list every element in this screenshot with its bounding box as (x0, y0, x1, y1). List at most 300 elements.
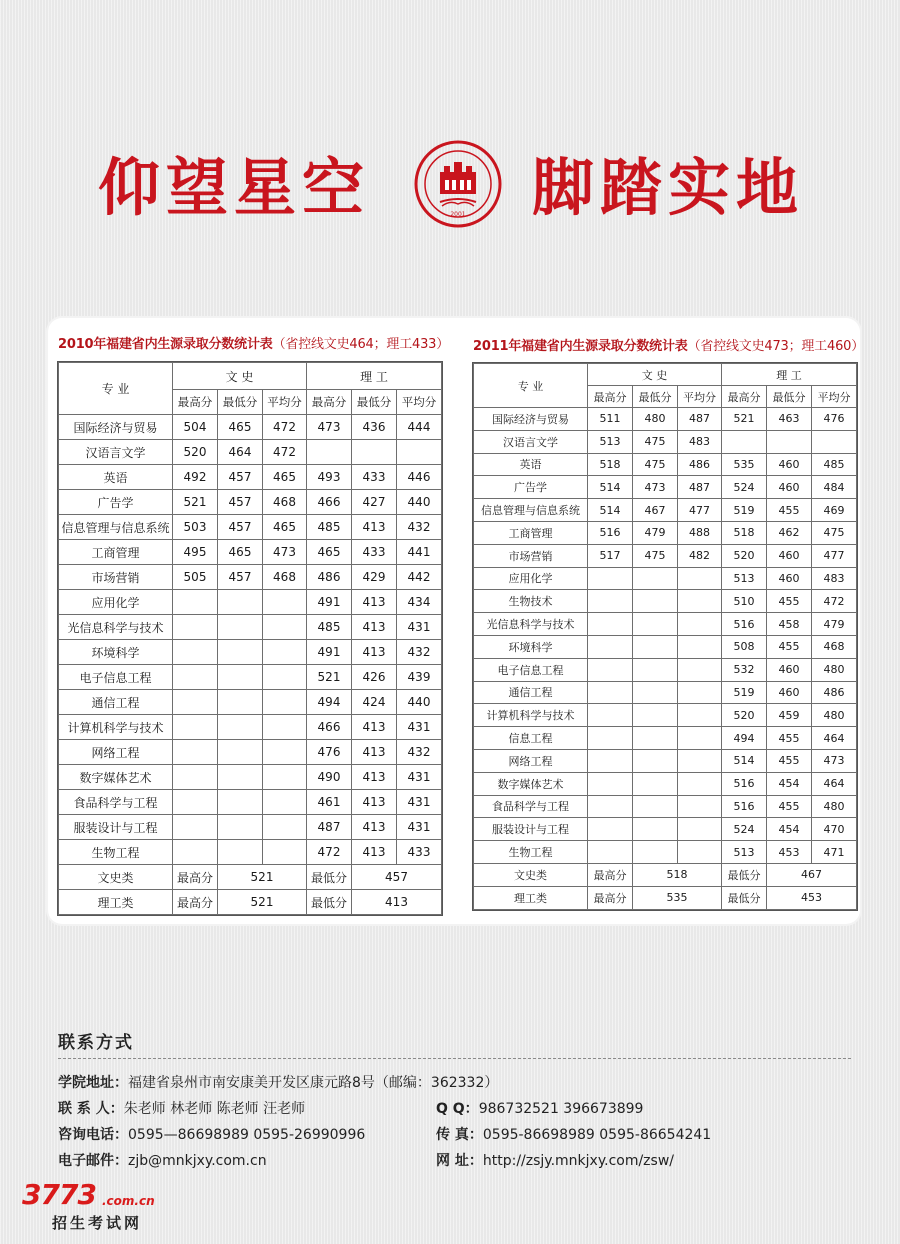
score-cell: 462 (767, 521, 812, 544)
score-cell: 473 (263, 540, 307, 565)
fax-row (436, 1124, 711, 1144)
score-cell: 432 (397, 515, 442, 540)
score-cell (633, 749, 678, 772)
score-cell (678, 841, 722, 864)
summary-row (474, 863, 857, 886)
major-name-cell: 生物技术 (474, 590, 588, 613)
score-cell (263, 640, 307, 665)
table-row (474, 544, 857, 567)
major-name-cell: 环境科学 (474, 635, 588, 658)
score-cell: 514 (722, 749, 767, 772)
score-cell (678, 818, 722, 841)
major-name-cell: 网络工程 (474, 749, 588, 772)
col-max: 最高分 (722, 386, 767, 408)
phone-label: 咨询电话： (58, 1127, 128, 1143)
summary-cell: 413 (352, 890, 442, 915)
score-cell: 468 (263, 565, 307, 590)
score-cell: 475 (812, 521, 857, 544)
col-avg: 平均分 (263, 390, 307, 415)
score-cell (397, 440, 442, 465)
score-cell: 504 (173, 415, 218, 440)
watermark-domain: .com.cn (102, 1194, 155, 1208)
major-name-cell: 食品科学与工程 (59, 790, 173, 815)
score-cell: 473 (633, 476, 678, 499)
score-cell: 457 (218, 565, 263, 590)
major-name-cell: 光信息科学与技术 (59, 615, 173, 640)
college-emblem-icon (414, 140, 502, 228)
score-cell (588, 567, 633, 590)
score-cell: 413 (352, 790, 397, 815)
score-cell (218, 690, 263, 715)
score-cell: 457 (218, 490, 263, 515)
major-name-cell: 数字媒体艺术 (474, 772, 588, 795)
major-name-cell: 广告学 (474, 476, 588, 499)
email-link[interactable]: zjb@mnkjxy.com.cn (128, 1153, 267, 1169)
score-table-2011 (473, 363, 857, 910)
summary-cell: 最低分 (307, 890, 352, 915)
score-cell: 487 (678, 408, 722, 431)
score-cell: 511 (588, 408, 633, 431)
score-cell (263, 790, 307, 815)
score-cell: 476 (812, 408, 857, 431)
score-cell (263, 840, 307, 865)
score-cell: 472 (263, 415, 307, 440)
score-cell: 468 (263, 490, 307, 515)
table-row (474, 590, 857, 613)
col-major: 专 业 (59, 363, 173, 415)
email-row (58, 1150, 267, 1170)
score-cell: 433 (352, 540, 397, 565)
score-cell: 444 (397, 415, 442, 440)
score-cell: 464 (812, 727, 857, 750)
score-cell: 440 (397, 490, 442, 515)
major-name-cell: 通信工程 (59, 690, 173, 715)
table-row (474, 430, 857, 453)
score-cell (588, 749, 633, 772)
score-cell (633, 841, 678, 864)
score-cell: 472 (812, 590, 857, 613)
score-cell: 516 (588, 521, 633, 544)
score-cell: 436 (352, 415, 397, 440)
score-cell (588, 772, 633, 795)
score-cell (263, 690, 307, 715)
score-cell (678, 681, 722, 704)
table-row (474, 727, 857, 750)
table-row (474, 408, 857, 431)
score-cell: 486 (812, 681, 857, 704)
score-cell: 516 (722, 772, 767, 795)
score-cell: 413 (352, 640, 397, 665)
people-value: 朱老师 林老师 陈老师 汪老师 (123, 1101, 306, 1117)
table-row (59, 715, 442, 740)
major-name-cell: 服装设计与工程 (474, 818, 588, 841)
score-cell (218, 790, 263, 815)
score-cell: 473 (812, 749, 857, 772)
major-name-cell: 广告学 (59, 490, 173, 515)
score-cell (218, 640, 263, 665)
table-row (474, 635, 857, 658)
score-cell: 468 (812, 635, 857, 658)
score-cell: 475 (633, 544, 678, 567)
score-cell: 465 (218, 415, 263, 440)
score-cell (218, 615, 263, 640)
score-cell: 413 (352, 840, 397, 865)
score-cell (173, 590, 218, 615)
major-name-cell: 汉语言文学 (474, 430, 588, 453)
score-cell: 477 (812, 544, 857, 567)
score-cell: 519 (722, 499, 767, 522)
score-cell: 439 (397, 665, 442, 690)
table-row (59, 440, 442, 465)
major-name-cell: 英语 (59, 465, 173, 490)
table-row (59, 590, 442, 615)
score-cell (678, 749, 722, 772)
score-cell: 455 (767, 795, 812, 818)
score-cell (678, 727, 722, 750)
score-cell (218, 665, 263, 690)
email-label: 电子邮件： (58, 1153, 128, 1169)
score-cell: 464 (218, 440, 263, 465)
score-cell (588, 841, 633, 864)
summary-row (59, 865, 442, 890)
group-wenshi: 文 史 (173, 363, 307, 390)
score-cell: 460 (767, 658, 812, 681)
score-cell: 510 (722, 590, 767, 613)
major-name-cell: 国际经济与贸易 (474, 408, 588, 431)
table-row (474, 841, 857, 864)
summary-cell: 最高分 (588, 886, 633, 909)
col-max: 最高分 (307, 390, 352, 415)
score-cell (633, 704, 678, 727)
table-row (474, 499, 857, 522)
score-cell (263, 665, 307, 690)
col-avg: 平均分 (397, 390, 442, 415)
score-cell: 433 (352, 465, 397, 490)
score-cell: 472 (307, 840, 352, 865)
score-cell: 484 (812, 476, 857, 499)
major-name-cell: 环境科学 (59, 640, 173, 665)
table-row (59, 490, 442, 515)
score-cell: 480 (812, 704, 857, 727)
score-cell: 524 (722, 818, 767, 841)
col-max: 最高分 (173, 390, 218, 415)
score-cell (678, 772, 722, 795)
summary-cell: 最低分 (722, 863, 767, 886)
score-cell (218, 715, 263, 740)
summary-cell: 文史类 (474, 863, 588, 886)
score-cell: 480 (812, 658, 857, 681)
score-cell: 516 (722, 613, 767, 636)
score-cell: 480 (633, 408, 678, 431)
score-cell: 485 (812, 453, 857, 476)
major-name-cell: 电子信息工程 (474, 658, 588, 681)
table-row (474, 772, 857, 795)
summary-cell: 535 (633, 886, 722, 909)
major-name-cell: 数字媒体艺术 (59, 765, 173, 790)
score-cell (633, 795, 678, 818)
major-name-cell: 光信息科学与技术 (474, 613, 588, 636)
score-cell: 413 (352, 590, 397, 615)
score-cell (588, 795, 633, 818)
table-row (59, 840, 442, 865)
score-cell: 455 (767, 635, 812, 658)
major-name-cell: 工商管理 (474, 521, 588, 544)
score-cell: 464 (812, 772, 857, 795)
table-row (59, 540, 442, 565)
score-cell: 431 (397, 765, 442, 790)
score-cell: 457 (218, 465, 263, 490)
major-name-cell: 国际经济与贸易 (59, 415, 173, 440)
major-name-cell: 信息工程 (474, 727, 588, 750)
score-cell (633, 681, 678, 704)
score-cell: 453 (767, 841, 812, 864)
score-cell (263, 740, 307, 765)
major-name-cell: 通信工程 (474, 681, 588, 704)
table-2011-title: 2011年福建省内生源录取分数统计表（省控线文史473；理工460） (473, 339, 865, 354)
score-cell (588, 681, 633, 704)
score-cell (263, 590, 307, 615)
summary-row (474, 886, 857, 909)
score-cell: 413 (352, 815, 397, 840)
qq-label: Q Q： (436, 1101, 479, 1117)
score-cell (678, 658, 722, 681)
score-cell: 493 (307, 465, 352, 490)
score-cell: 433 (397, 840, 442, 865)
score-cell: 483 (812, 567, 857, 590)
table-row (59, 740, 442, 765)
website-link[interactable]: http://zsjy.mnkjxy.com/zsw/ (482, 1153, 674, 1169)
score-cell: 431 (397, 790, 442, 815)
score-cell (218, 740, 263, 765)
contact-section (58, 1028, 858, 1169)
score-cell: 520 (722, 704, 767, 727)
fax-label: 传 真： (436, 1127, 483, 1143)
people-label: 联 系 人： (58, 1101, 124, 1117)
major-name-cell: 生物工程 (474, 841, 588, 864)
web-label: 网 址： (436, 1153, 483, 1169)
score-cell: 432 (397, 740, 442, 765)
col-min: 最低分 (218, 390, 263, 415)
score-cell: 475 (633, 453, 678, 476)
summary-cell: 最低分 (307, 865, 352, 890)
score-cell: 487 (307, 815, 352, 840)
score-cell: 521 (307, 665, 352, 690)
table-row (59, 465, 442, 490)
score-cell (633, 590, 678, 613)
score-cell: 460 (767, 681, 812, 704)
score-cell: 460 (767, 544, 812, 567)
score-cell: 491 (307, 640, 352, 665)
score-cell (678, 590, 722, 613)
score-cell: 513 (722, 567, 767, 590)
score-cell: 520 (173, 440, 218, 465)
score-cell: 494 (722, 727, 767, 750)
table-row (474, 658, 857, 681)
score-cell: 485 (307, 615, 352, 640)
col-avg: 平均分 (678, 386, 722, 408)
score-cell (173, 790, 218, 815)
score-cell: 514 (588, 499, 633, 522)
phone-value: 0595—86698989 0595-26990996 (128, 1127, 366, 1143)
score-cell: 467 (633, 499, 678, 522)
score-cell (678, 567, 722, 590)
score-cell: 440 (397, 690, 442, 715)
score-cell (263, 815, 307, 840)
table-row (474, 818, 857, 841)
major-name-cell: 信息管理与信息系统 (59, 515, 173, 540)
score-cell (218, 840, 263, 865)
table-2011-note: （省控线文史473；理工460） (687, 339, 865, 354)
score-cell (173, 740, 218, 765)
major-name-cell: 计算机科学与技术 (474, 704, 588, 727)
score-cell: 486 (678, 453, 722, 476)
score-cell: 463 (767, 408, 812, 431)
summary-cell: 518 (633, 863, 722, 886)
score-cell (812, 430, 857, 453)
col-min: 最低分 (633, 386, 678, 408)
summary-cell: 理工类 (474, 886, 588, 909)
score-cell: 472 (263, 440, 307, 465)
score-cell: 495 (173, 540, 218, 565)
score-cell: 483 (678, 430, 722, 453)
score-cell: 459 (767, 704, 812, 727)
dotted-divider (58, 1058, 851, 1059)
summary-cell: 理工类 (59, 890, 173, 915)
table-row (59, 815, 442, 840)
score-cell: 473 (307, 415, 352, 440)
score-cell: 434 (397, 590, 442, 615)
qq-row (436, 1098, 643, 1118)
summary-row (59, 890, 442, 915)
score-cell: 441 (397, 540, 442, 565)
score-cell (173, 715, 218, 740)
group-wenshi: 文 史 (588, 364, 722, 386)
score-cell (173, 765, 218, 790)
score-cell (173, 815, 218, 840)
score-cell: 432 (397, 640, 442, 665)
score-cell: 426 (352, 665, 397, 690)
score-cell: 494 (307, 690, 352, 715)
score-cell (263, 765, 307, 790)
score-cell: 461 (307, 790, 352, 815)
major-name-cell: 应用化学 (474, 567, 588, 590)
major-name-cell: 英语 (474, 453, 588, 476)
address-label: 学院地址： (58, 1075, 128, 1091)
col-max: 最高分 (588, 386, 633, 408)
major-name-cell: 计算机科学与技术 (59, 715, 173, 740)
score-cell (588, 818, 633, 841)
summary-cell: 453 (767, 886, 857, 909)
major-name-cell: 网络工程 (59, 740, 173, 765)
phone-row (58, 1124, 365, 1144)
score-cell: 490 (307, 765, 352, 790)
score-cell (633, 772, 678, 795)
score-cell: 465 (307, 540, 352, 565)
score-cell: 521 (722, 408, 767, 431)
score-cell: 429 (352, 565, 397, 590)
major-name-cell: 生物工程 (59, 840, 173, 865)
svg-text:2001: 2001 (450, 211, 466, 218)
score-cell (722, 430, 767, 453)
score-cell: 469 (812, 499, 857, 522)
score-cell (218, 590, 263, 615)
score-cell: 413 (352, 740, 397, 765)
score-cell: 521 (173, 490, 218, 515)
major-name-cell: 工商管理 (59, 540, 173, 565)
score-cell: 454 (767, 818, 812, 841)
col-min: 最低分 (352, 390, 397, 415)
score-cell: 532 (722, 658, 767, 681)
score-cell (307, 440, 352, 465)
score-cell: 480 (812, 795, 857, 818)
score-cell: 454 (767, 772, 812, 795)
score-cell: 516 (722, 795, 767, 818)
score-cell: 424 (352, 690, 397, 715)
score-cell (633, 613, 678, 636)
score-cell (173, 665, 218, 690)
address-row (58, 1072, 498, 1092)
major-name-cell: 信息管理与信息系统 (474, 499, 588, 522)
score-cell: 524 (722, 476, 767, 499)
table-row (59, 415, 442, 440)
score-cell (588, 590, 633, 613)
table-2010-note: （省控线文史464；理工433） (272, 337, 450, 352)
major-name-cell: 汉语言文学 (59, 440, 173, 465)
score-cell: 466 (307, 715, 352, 740)
score-cell (173, 615, 218, 640)
score-cell: 431 (397, 615, 442, 640)
score-cell (633, 658, 678, 681)
table-2010-title: 2010年福建省内生源录取分数统计表（省控线文史464；理工433） (58, 337, 450, 352)
table-row (59, 640, 442, 665)
score-cell (588, 727, 633, 750)
score-cell (588, 704, 633, 727)
score-cell (767, 430, 812, 453)
table-row (474, 613, 857, 636)
score-cell (218, 765, 263, 790)
score-cell (633, 727, 678, 750)
people-row (58, 1098, 305, 1118)
score-cell: 477 (678, 499, 722, 522)
score-cell: 517 (588, 544, 633, 567)
score-cell: 442 (397, 565, 442, 590)
score-cell (588, 635, 633, 658)
table-row (474, 476, 857, 499)
score-cell: 455 (767, 727, 812, 750)
table-row (59, 765, 442, 790)
contact-title: 联系方式 (58, 1033, 134, 1053)
table-row (59, 665, 442, 690)
score-cell (173, 640, 218, 665)
score-cell: 519 (722, 681, 767, 704)
fax-value: 0595-86698989 0595-86654241 (482, 1127, 712, 1143)
summary-cell: 521 (218, 865, 307, 890)
score-cell: 471 (812, 841, 857, 864)
score-cell: 427 (352, 490, 397, 515)
score-cell: 446 (397, 465, 442, 490)
score-cell: 460 (767, 476, 812, 499)
score-cell: 479 (633, 521, 678, 544)
score-cell: 431 (397, 815, 442, 840)
score-cell: 487 (678, 476, 722, 499)
summary-cell: 最高分 (588, 863, 633, 886)
score-cell: 457 (218, 515, 263, 540)
score-cell (588, 613, 633, 636)
watermark-subtitle: 招生考试网 (52, 1214, 143, 1232)
table-row (474, 681, 857, 704)
score-cell (263, 615, 307, 640)
score-cell (352, 440, 397, 465)
